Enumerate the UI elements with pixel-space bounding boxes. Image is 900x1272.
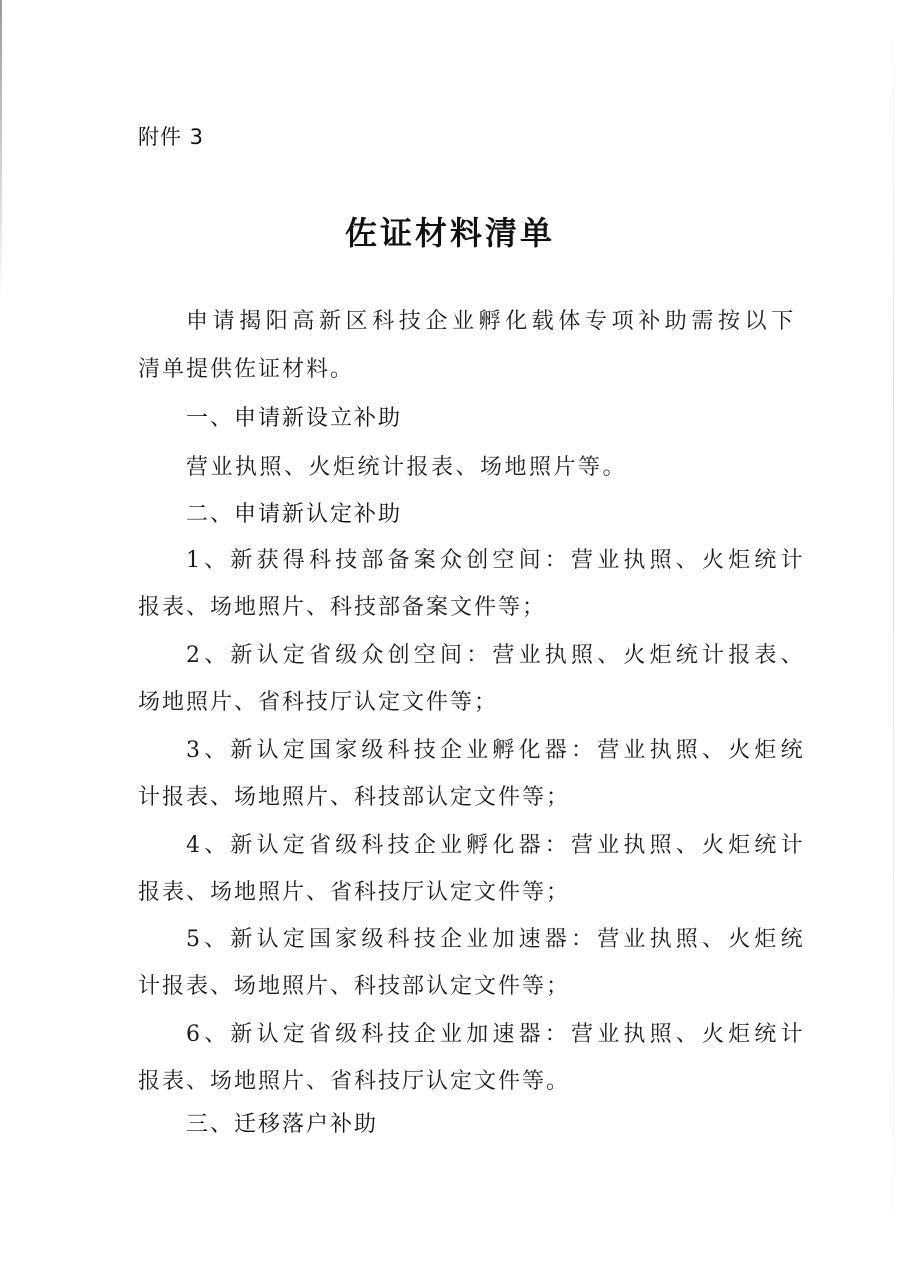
- section-2-line-1: 1、新获得科技部备案众创空间：营业执照、火炬统计: [186, 548, 807, 573]
- section-2-line-8: 报表、场地照片、省科技厅认定文件等；: [138, 880, 571, 905]
- intro-line-2: 清单提供佐证材料。: [138, 357, 355, 382]
- section-2-line-9: 5、新认定国家级科技企业加速器：营业执照、火炬统: [186, 927, 807, 952]
- section-2-line-5: 3、新认定国家级科技企业孵化器：营业执照、火炬统: [186, 738, 807, 763]
- section-2-line-12: 报表、场地照片、省科技厅认定文件等。: [138, 1069, 571, 1094]
- section-2-line-10: 计报表、场地照片、科技部认定文件等；: [138, 974, 571, 999]
- attachment-label: 附件 3: [138, 125, 205, 149]
- scan-edge-right: [893, 0, 894, 1272]
- section-2-line-2: 报表、场地照片、科技部备案文件等；: [138, 595, 547, 620]
- scan-edge-left: [0, 0, 2, 300]
- intro-line-1: 申请揭阳高新区科技企业孵化载体专项补助需按以下: [186, 309, 798, 334]
- document-title: 佐证材料清单: [344, 214, 555, 252]
- section-heading-3: 三、迁移落户补助: [186, 1112, 379, 1137]
- section-2-line-7: 4、新认定省级科技企业孵化器：营业执照、火炬统计: [186, 833, 807, 858]
- section-heading-1: 一、申请新设立补助: [186, 406, 403, 431]
- section-2-line-11: 6、新认定省级科技企业加速器：营业执照、火炬统计: [186, 1022, 807, 1047]
- section-1-line-1: 营业执照、火炬统计报表、场地照片等。: [186, 455, 628, 480]
- section-2-line-3: 2、新认定省级众创空间：营业执照、火炬统计报表、: [186, 643, 807, 668]
- section-2-line-4: 场地照片、省科技厅认定文件等；: [138, 690, 499, 715]
- section-2-line-6: 计报表、场地照片、科技部认定文件等；: [138, 785, 571, 810]
- section-heading-2: 二、申请新认定补助: [186, 502, 403, 527]
